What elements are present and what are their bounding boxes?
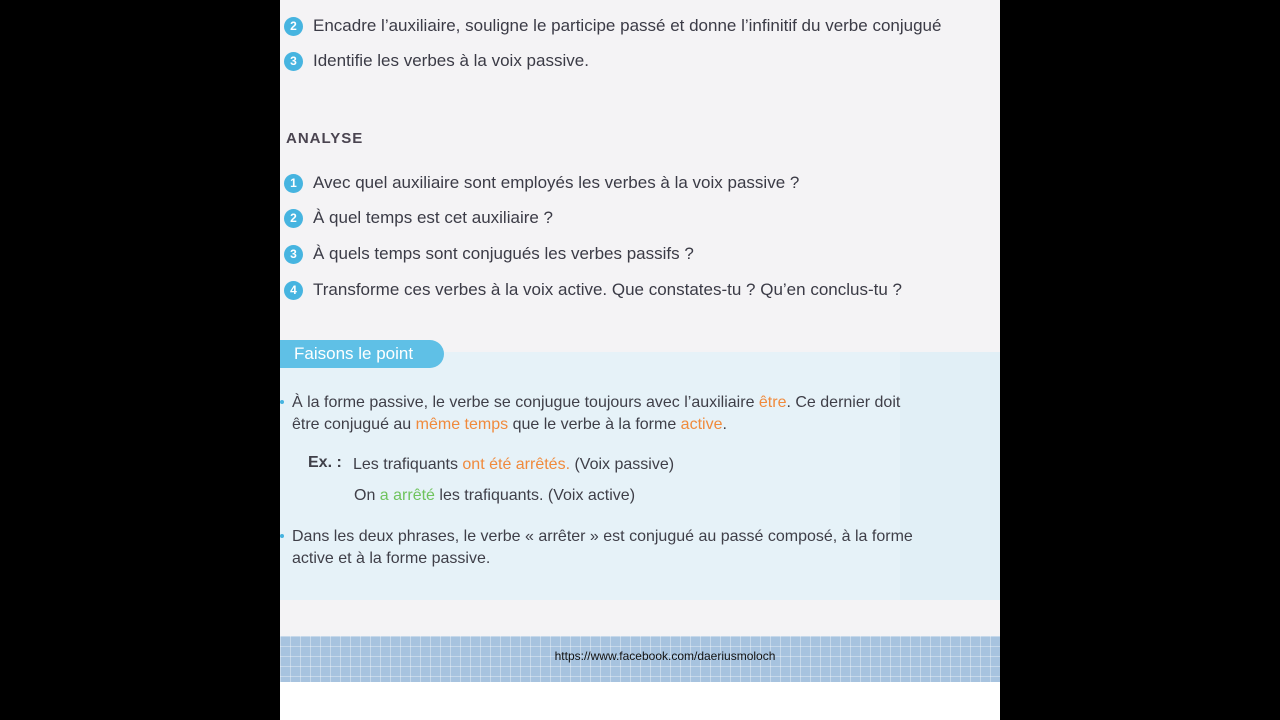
- rule-line: [292, 414, 727, 436]
- highlight-etre: être: [758, 394, 787, 411]
- question-text: À quels temps sont conjugués les verbes passifs ?: [313, 244, 694, 263]
- example-passive: [353, 456, 674, 474]
- rule-text: À la forme passive, le verbe se conjugue toujours avec l’auxiliaire: [292, 394, 759, 411]
- example-active: [354, 487, 635, 505]
- analyse-heading: ANALYSE: [286, 130, 364, 147]
- number-badge: 2: [284, 17, 303, 36]
- highlight-passive-verb: ont été arrêtés.: [462, 456, 571, 473]
- exercise-item: [284, 13, 941, 39]
- rule-text: .: [722, 416, 727, 433]
- example-text: les trafiquants. (Voix active): [434, 487, 636, 504]
- example-text: On: [354, 487, 380, 504]
- number-badge: 4: [284, 281, 303, 300]
- question-text: Transforme ces verbes à la voix active. Que constates-tu ? Qu’en conclus-tu ?: [313, 280, 902, 299]
- analyse-question: [284, 205, 553, 231]
- example-text: Les trafiquants: [353, 456, 463, 473]
- example-label: Ex. :: [308, 454, 342, 471]
- analyse-question: [284, 241, 694, 267]
- rule-text: être conjugué au: [292, 416, 416, 433]
- highlight-active-verb: a arrêté: [379, 487, 435, 504]
- highlight-meme-temps: même temps: [415, 416, 509, 433]
- rule-line: [292, 392, 900, 414]
- page-bottom: [280, 682, 1000, 720]
- analyse-question: [284, 277, 902, 303]
- rule-text: que le verbe à la forme: [508, 416, 681, 433]
- number-badge: 3: [284, 245, 303, 264]
- textbook-page: [280, 0, 1000, 720]
- rule-line: active et à la forme passive.: [292, 550, 491, 567]
- exercise-text: Identifie les verbes à la voix passive.: [313, 51, 589, 70]
- analyse-question: [284, 170, 799, 196]
- highlight-active: active: [680, 416, 723, 433]
- bullet-icon: [280, 534, 284, 538]
- exercise-item: [284, 48, 589, 74]
- number-badge: 2: [284, 209, 303, 228]
- footer-url: https://www.facebook.com/daeriusmoloch: [554, 649, 776, 663]
- summary-tab: Faisons le point: [280, 340, 444, 368]
- question-text: Avec quel auxiliaire sont employés les verbes à la voix passive ?: [313, 173, 800, 192]
- exercise-text: Encadre l’auxiliaire, souligne le participe passé et donne l’infinitif du verbe conjugué: [313, 16, 942, 35]
- example-text: (Voix passive): [570, 456, 675, 473]
- number-badge: 1: [284, 174, 303, 193]
- number-badge: 3: [284, 52, 303, 71]
- rule-line: Dans les deux phrases, le verbe « arrêter » est conjugué au passé composé, à la forme: [292, 528, 913, 545]
- question-text: À quel temps est cet auxiliaire ?: [313, 208, 554, 227]
- rule-text: . Ce dernier doit: [786, 394, 901, 411]
- bullet-icon: [280, 400, 284, 404]
- panel-stripe: [900, 352, 1000, 600]
